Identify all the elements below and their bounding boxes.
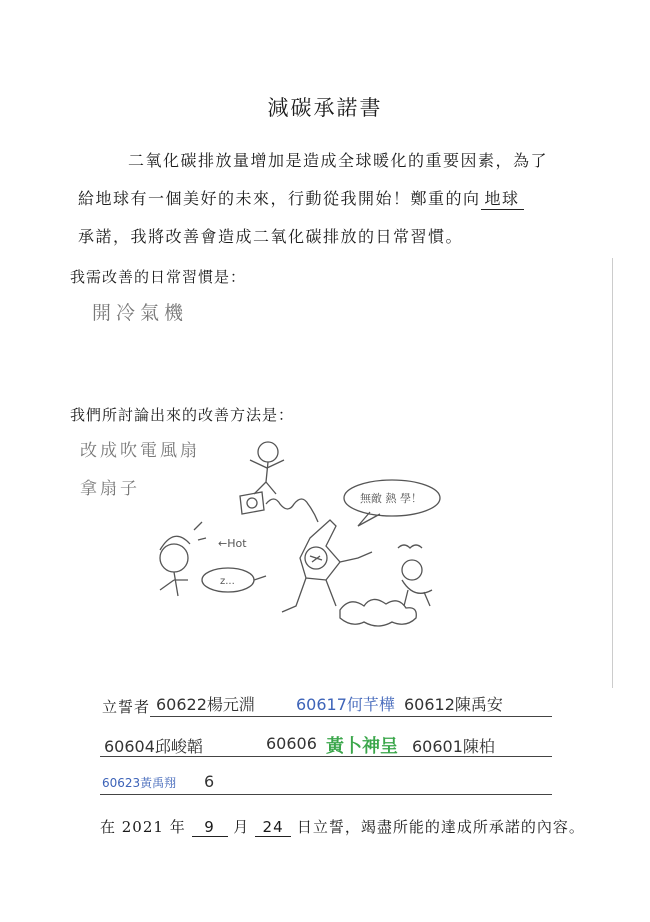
jumping-person-head — [258, 442, 278, 462]
month-field: 9 — [192, 818, 228, 837]
signer-row-1-line — [150, 716, 552, 717]
signer-6: 60601陳柏 — [412, 737, 495, 756]
method-answer-2: 拿扇子 — [80, 479, 140, 499]
document-title: 減碳承諾書 — [267, 96, 383, 120]
day-field: 24 — [255, 818, 291, 837]
signer-2: 60617何芊樺 — [296, 695, 395, 714]
snore-text: z... — [220, 576, 235, 587]
intro-line-2-text: 給地球有一個美好的未來，行動從我開始！鄭重的向 — [78, 189, 481, 208]
intro-line-2 — [78, 186, 578, 210]
footer-prefix: 在 2021 年 — [100, 818, 186, 836]
method-answer-1: 改成吹電風扇 — [80, 441, 200, 461]
squiggle-line — [266, 499, 318, 522]
method-label: 我們所討論出來的改善方法是： — [70, 406, 295, 424]
signer-1: 60622楊元淵 — [156, 695, 255, 714]
fan-drawing — [240, 492, 264, 514]
running-figure-body — [300, 520, 340, 580]
signer-3: 60612陳禹安 — [404, 695, 503, 714]
footer-suffix: 日立誓，竭盡所能的達成所承諾的內容。 — [296, 818, 585, 836]
signer-5-id: 60606 — [266, 734, 317, 753]
signer-8: 6 — [204, 772, 215, 791]
cartoon-drawing — [140, 430, 460, 630]
signer-5-name: 黃卜神呈 — [326, 736, 398, 757]
turtle-head — [402, 560, 422, 580]
hot-label: ←Hot — [218, 537, 247, 550]
fan-person-head — [160, 544, 188, 572]
turtle-body — [402, 580, 432, 606]
intro-line-1: 二氧化碳排放量增加是造成全球暖化的重要因素，為了 — [128, 151, 549, 170]
speech-text: 無敵 熱 學！ — [360, 492, 422, 505]
pledge-target-field: 地球 — [481, 186, 524, 210]
signer-7: 60623黃禹翔 — [102, 776, 177, 790]
habit-label: 我需改善的日常習慣是： — [70, 268, 247, 286]
intro-line-3: 承諾，我將改善會造成二氧化碳排放的日常習慣。 — [78, 227, 464, 246]
habit-answer: 開冷氣機 — [92, 302, 189, 324]
signer-row-3-line — [100, 794, 552, 795]
footer-month-unit: 月 — [233, 818, 250, 836]
pledge-date-line — [100, 816, 585, 837]
signers-label: 立誓者 — [102, 698, 151, 716]
signer-4: 60604邱峻韜 — [104, 737, 203, 756]
jumping-person-body — [250, 460, 284, 494]
